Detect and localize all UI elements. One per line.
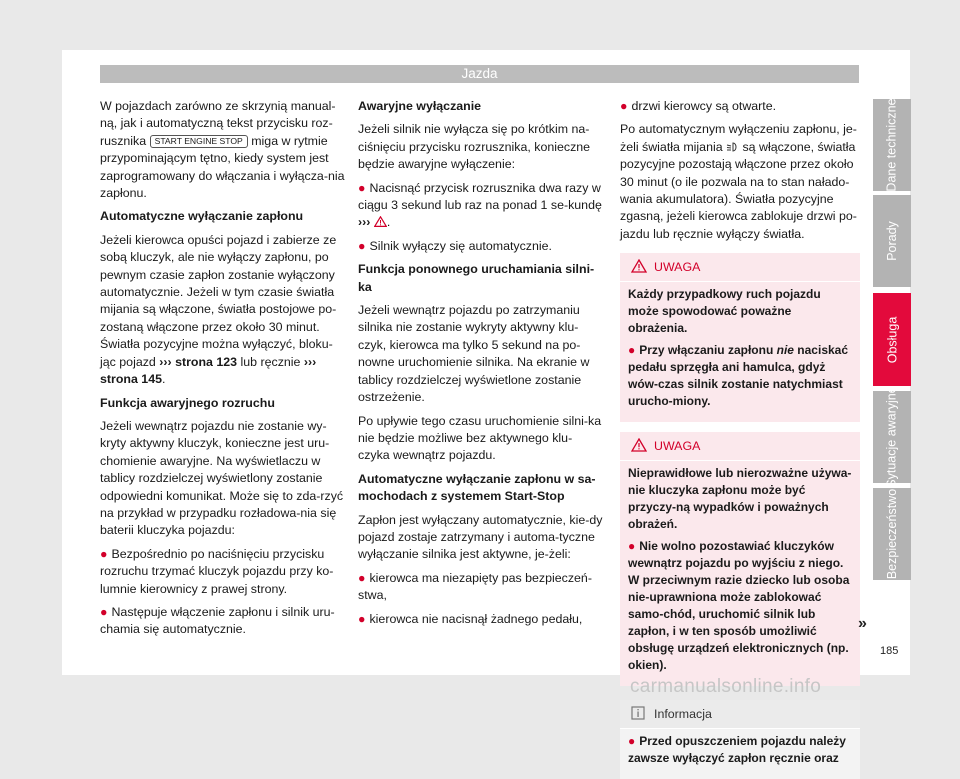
warning-header [620,432,860,461]
column-2 [358,98,603,634]
tab-sytuacje-awaryjne[interactable]: Sytuacje awaryjne [873,391,911,483]
info-box [620,700,860,779]
bullet-item: ● kierowca nie nacisnął żadnego pedału, [358,611,583,626]
warning-box-2 [620,432,860,686]
heading-emergency-start: Funkcja awaryjnego rozruchu [100,395,275,410]
paragraph: Zapłon jest wyłączany automatycznie, kie-dy pojazd zostaje zatrzymany i automa-tyczne wyłączanie silnika jest aktywne, je-żeli: [358,512,603,562]
bullet-item: ● Przy włączaniu zapłonu nie naciskać pedału sprzęgła ani hamulca, gdyż wów-czas silnik zostanie natychmiast urucho-miony. [628,343,849,409]
warning-body: Każdy przypadkowy ruch pojazdu może spowodować poważne obrażenia. ● Przy włączaniu zapłonu nie naciskać pedału sprzęgła ani hamulca, gdyż wów-czas silnik zostanie natychmiast urucho-miony. [620,282,860,422]
bullet-item: ● Nacisnąć przycisk rozrusznika dwa razy w ciągu 3 sekund lub raz na ponad 1 se-kundę ››› . [358,180,602,230]
bullet-icon: ● [628,343,636,358]
bullet-item: ● drzwi kierowcy są otwarte. [620,99,777,113]
tab-dane-techniczne[interactable]: Dane techniczne [873,99,911,191]
info-body [620,729,860,779]
bullet-item: ● Bezpośrednio po naciśnięciu przycisku rozruchu trzymać kluczyk pojazdu przy ko-lumnie kierownicy z prawej strony. [100,546,334,596]
warning-title: UWAGA [654,260,701,275]
heading-auto-off: Automatyczne wyłączanie zapłonu [100,209,304,224]
paragraph: W pojazdach zarówno ze skrzynią manual-ną, jak i automatyczną tekst przycisku roz-rusznika START ENGINE STOP miga w rytmie przypominającym tętno, kiedy system jest zaprogramowany do włączania i wyłącza-nia zapłonu. [100,99,345,201]
warning-triangle-icon [631,438,647,452]
paragraph: Jeżeli wewnątrz pojazdu nie zostanie wy-kryty aktywny kluczyk, konieczne jest uru-chomienie awaryjne. Na wyświetlaczu w tablicy rozdzielczej wyświetlony zostanie odpowiedni komunikat. Może się to zda-rzyć na przykład w przypadku rozładowa-nia się baterii kluczyka pojazdu: [100,418,344,538]
paragraph: Po automatycznym wyłączeniu zapłonu, je-żeli światła mijania są włączone, światła pozycyjne pozostają włączone przez około 30 minut (o ile pozwala na to stan nałado-wania akumulatora). Światła pozycyjne zgasną, jeżeli kierowca zablokuje drzwi po-jazdu lub ręcznie wyłączy światła. [620,122,857,241]
tab-bezpieczenstwo[interactable]: Bezpieczeństwo [873,488,911,580]
watermark: carmanualsonline.info [630,676,822,697]
tab-obsluga[interactable]: Obsługa [873,293,911,386]
heading-start-stop: Automatyczne wyłączanie zapłonu w sa-mochodach z systemem Start-Stop [358,471,596,504]
warning-box-1 [620,253,860,422]
bullet-icon: ● [100,546,108,561]
bullet-icon: ● [358,611,366,626]
page-header: Jazda [100,65,859,83]
bullet-item: ● Silnik wyłączy się automatycznie. [358,238,552,253]
warning-triangle-icon [374,216,387,227]
paragraph: Jeżeli kierowca opuści pojazd i zabierze ze sobą kluczyk, ale nie wyłączy zapłonu, po pewnym czasie zapłon zostanie wyłączony automatycznie. Jeżeli w tym czasie światła mijania są włączone, światła postojowe po-zostaną włączone przez około 30 minut. Światła pozycyjne można wyłączyć, bloku-jąc pojazd ››› strona 123 lub ręcznie ››› strona 145. [100,232,337,387]
bullet-item: ● Przed opuszczeniem pojazdu należy zawsze wyłączyć zapłon ręcznie oraz [628,734,846,766]
start-engine-stop-key: START ENGINE STOP [150,135,248,148]
warning-header [620,253,860,282]
heading-restart: Funkcja ponownego uruchamiania silni-ka [358,262,595,294]
warning-triangle-icon [631,259,647,273]
bullet-icon: ● [620,99,628,113]
paragraph: Jeżeli silnik nie wyłącza się po krótkim na-ciśnięciu przycisku rozrusznika, konieczne będzie awaryjne wyłączenie: [358,122,591,172]
info-header [620,700,860,729]
bullet-item: ● Nie wolno pozostawiać kluczyków wewnątrz pojazdu po wyjściu z niego. W przeciwnym razie dziecko lub osoba nie-uprawniona może zablokować samo-chód, uruchomić silnik lub zapłon, i w ten sposób umożliwić obsługę urządzeń elektronicznych (np. okien). [628,539,850,673]
paragraph: Jeżeli wewnątrz pojazdu po zatrzymaniu silnika nie zostanie wykryty aktywny klu-czyk, kierowca ma tylko 5 sekund na po-nowne uruchomienie silnika. Na ekranie w tablicy rozdzielczej wyświetlone zostanie ostrzeżenie. [358,303,590,405]
info-title: Informacja [654,707,712,722]
link-page-145[interactable]: ››› strona 145 [100,354,317,387]
bullet-icon: ● [358,570,366,585]
continue-arrow: » [858,615,867,632]
headlight-icon [726,142,739,152]
heading-emergency-off: Awaryjne wyłączanie [358,99,482,113]
tab-porady[interactable]: Porady [873,195,911,287]
page-number: 185 [880,645,899,657]
warning-body: Nieprawidłowe lub nierozważne używa-nie kluczyka zapłonu może być przyczy-ną wypadków i poważnych obrażeń. ● Nie wolno pozostawiać kluczyków wewnątrz pojazdu po wyjściu z niego. W przeciwnym razie dziecko lub osoba nie-uprawniona może zablokować samo-chód, uruchomić silnik lub zapłon, i w ten sposób umożliwić obsługę urządzeń elektronicznych (np. okien). [628,466,852,673]
link-page-123[interactable]: ››› strona 123 [159,354,238,369]
bullet-item: ● kierowca ma niezapięty pas bezpieczeń-stwa, [358,570,592,603]
paragraph: Po upływie tego czasu uruchomienie silni-ka nie będzie możliwe bez aktywnego klu-czyka wewnątrz pojazdu. [358,413,602,463]
link-warning[interactable]: ››› [358,215,371,230]
bullet-icon: ● [628,539,636,554]
bullet-icon: ● [628,734,636,749]
warning-title: UWAGA [654,439,701,454]
bullet-icon: ● [100,604,108,619]
info-icon [631,706,645,720]
column-1 [100,98,345,645]
bullet-icon: ● [358,180,366,195]
bullet-item: ● Następuje włączenie zapłonu i silnik uru-chamia się automatycznie. [100,604,335,637]
bullet-icon: ● [358,238,366,253]
